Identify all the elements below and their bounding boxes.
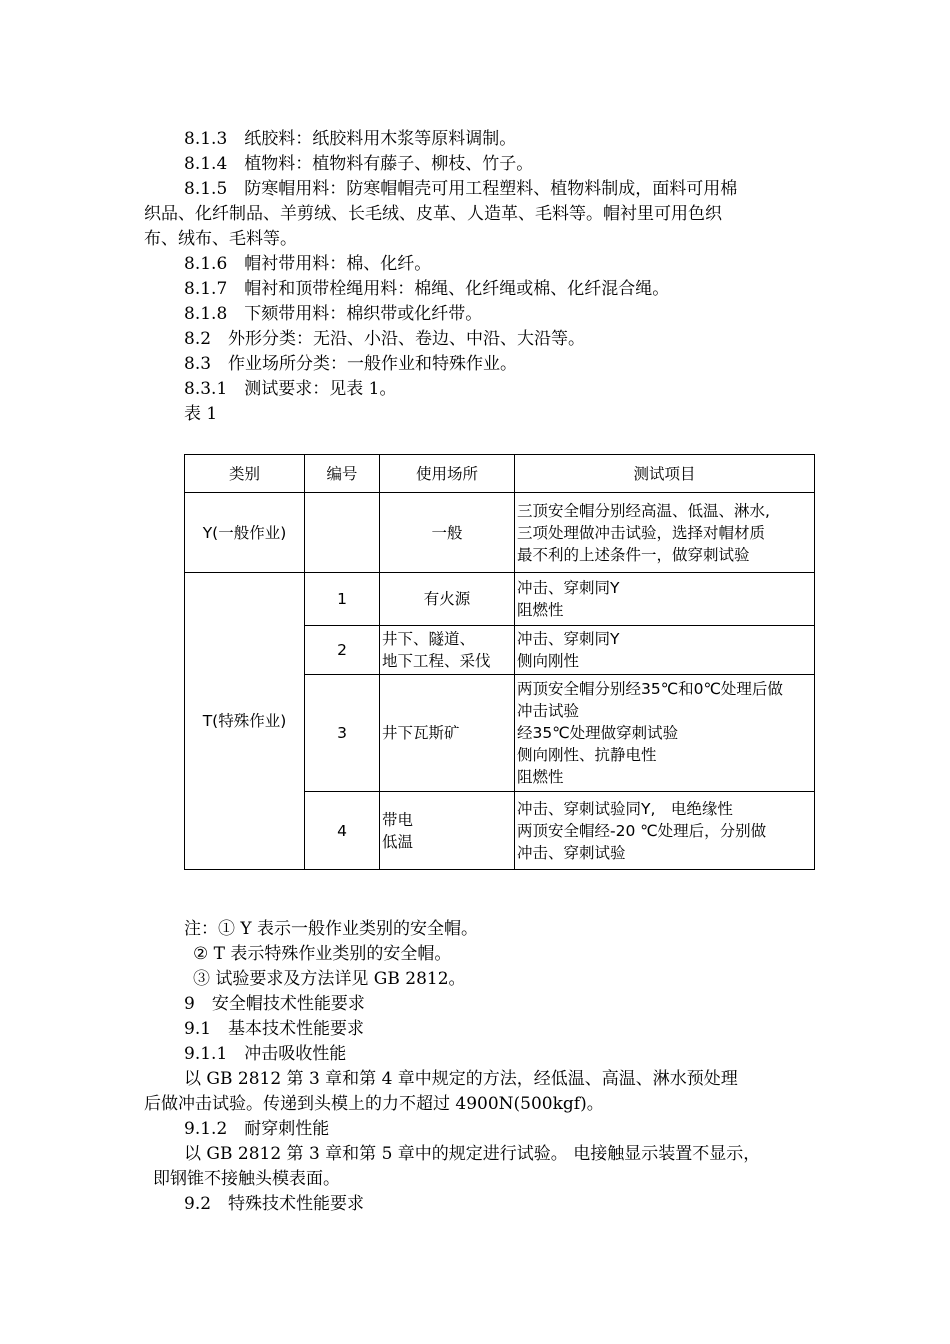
cell-y-test-line: 三顶安全帽分别经高温、低温、淋水, [517, 501, 770, 520]
note-2: ② T 表示特殊作业类别的安全帽。 [193, 944, 452, 964]
paragraph-8-1-7: 8.1.7 帽衬和顶带栓绳用料：棉绳、化纤绳或棉、化纤混合绳。 [184, 279, 670, 299]
table-header-row [185, 455, 815, 493]
paragraph-8-3: 8.3 作业场所分类：一般作业和特殊作业。 [184, 354, 518, 374]
cell-t4-number: 4 [305, 792, 380, 870]
section-9-1-2-heading: 9.1.2 耐穿刺性能 [184, 1119, 330, 1139]
cell-t4-place [380, 792, 515, 870]
paragraph-8-2: 8.2 外形分类：无沿、小沿、卷边、中沿、大沿等。 [184, 329, 586, 349]
paragraph-8-1-5-line-1: 8.1.5 防寒帽用料：防寒帽帽壳可用工程塑料、植物料制成，面料可用棉 [184, 179, 738, 199]
cell-t-category: T(特殊作业) [185, 573, 305, 870]
paragraph-8-3-1: 8.3.1 测试要求：见表 1。 [184, 379, 397, 399]
cell-t4-test-line: 冲击、穿刺试验 [517, 843, 626, 862]
header-place: 使用场所 [380, 455, 515, 493]
cell-t3-test-line: 冲击试验 [517, 702, 580, 720]
header-test-items: 测试项目 [515, 455, 815, 493]
paragraph-8-1-6: 8.1.6 帽衬带用料：棉、化纤。 [184, 254, 432, 274]
section-9-heading: 9 安全帽技术性能要求 [184, 994, 365, 1014]
cell-y-test [515, 493, 815, 573]
cell-t2-number: 2 [305, 626, 380, 675]
cell-t1-test-line: 阻燃性 [517, 601, 564, 619]
cell-t1-test [515, 573, 815, 626]
paragraph-8-1-3: 8.1.3 纸胶料：纸胶料用木浆等原料调制。 [184, 129, 517, 149]
cell-t4-place-line: 低温 [382, 832, 414, 851]
cell-t2-place [380, 626, 515, 675]
cell-t2-test-line: 冲击、穿刺同Y [517, 630, 620, 648]
cell-y-number [305, 493, 380, 573]
section-9-1-heading: 9.1 基本技术性能要求 [184, 1019, 365, 1039]
cell-t3-place: 井下瓦斯矿 [380, 675, 515, 792]
note-1: 注：① Y 表示一般作业类别的安全帽。 [184, 919, 479, 939]
cell-t4-test [515, 792, 815, 870]
table-caption: 表 1 [184, 404, 218, 424]
cell-t3-number: 3 [305, 675, 380, 792]
note-3: ③ 试验要求及方法详见 GB 2812。 [193, 969, 466, 989]
cell-t3-test [515, 675, 815, 792]
paragraph-8-1-8: 8.1.8 下颏带用料：棉织带或化纤带。 [184, 304, 483, 324]
table-row-y [185, 493, 815, 573]
cell-t2-test [515, 626, 815, 675]
section-9-1-2-line-1: 以 GB 2812 第 3 章和第 5 章中的规定进行试验。 电接触显示装置不显示， [184, 1144, 761, 1164]
cell-y-place: 一般 [380, 493, 515, 573]
cell-t3-test-line: 两顶安全帽分别经35℃和0℃处理后做 [517, 680, 783, 698]
header-category: 类别 [185, 455, 305, 493]
cell-t4-test-line: 冲击、穿刺试验同Y, 电绝缘性 [517, 799, 733, 818]
cell-t2-place-line: 地下工程、采伐 [382, 652, 491, 670]
cell-t2-test-line: 侧向刚性 [517, 652, 580, 670]
cell-t1-place: 有火源 [380, 573, 515, 626]
cell-t1-number: 1 [305, 573, 380, 626]
section-9-1-2-line-2: 即钢锥不接触头模表面。 [153, 1169, 340, 1189]
section-9-1-1-line-2: 后做冲击试验。传递到头模上的力不超过 4900N(500kgf)。 [144, 1094, 604, 1114]
table-row-t1 [185, 573, 815, 626]
cell-y-test-line: 最不利的上述条件一，做穿刺试验 [517, 545, 750, 564]
cell-t4-test-line: 两顶安全帽经-20 ℃处理后，分别做 [517, 821, 767, 840]
cell-t4-place-line: 带电 [382, 810, 414, 829]
cell-t1-test-line: 冲击、穿刺同Y [517, 579, 620, 597]
paragraph-8-1-5-line-3: 布、绒布、毛料等。 [144, 229, 297, 249]
section-9-1-1-line-1: 以 GB 2812 第 3 章和第 4 章中规定的方法，经低温、高温、淋水预处理 [184, 1069, 738, 1089]
cell-t3-test-line: 经35℃处理做穿刺试验 [517, 724, 679, 742]
cell-t3-test-line: 侧向刚性、抗静电性 [517, 746, 657, 764]
cell-y-test-line: 三项处理做冲击试验，选择对帽材质 [517, 523, 766, 542]
header-number: 编号 [305, 455, 380, 493]
cell-t3-test-line: 阻燃性 [517, 768, 564, 786]
cell-t2-place-line: 井下、隧道、 [382, 630, 476, 648]
paragraph-8-1-5-line-2: 织品、化纤制品、羊剪绒、长毛绒、皮革、人造革、毛料等。帽衬里可用色织 [144, 204, 722, 224]
section-9-2-heading: 9.2 特殊技术性能要求 [184, 1194, 365, 1214]
cell-y-category: Y(一般作业) [185, 493, 305, 573]
section-9-1-1-heading: 9.1.1 冲击吸收性能 [184, 1044, 347, 1064]
test-requirements-table [184, 454, 815, 870]
paragraph-8-1-4: 8.1.4 植物料：植物料有藤子、柳枝、竹子。 [184, 154, 534, 174]
